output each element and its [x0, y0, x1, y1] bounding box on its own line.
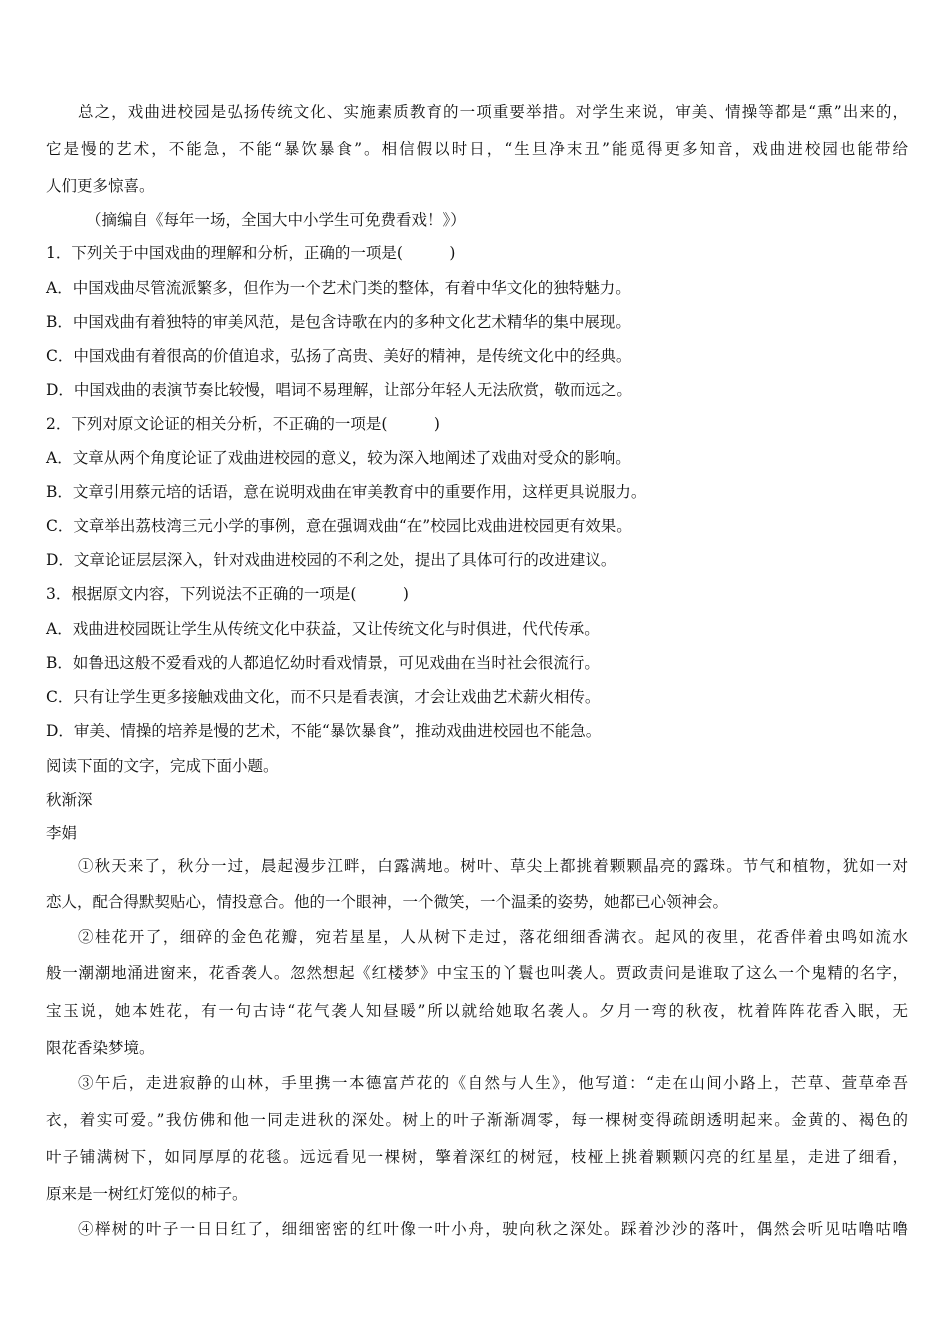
question-3-option-b: B．如鲁迅这般不爱看戏的人都追忆幼时看戏情景，可见戏曲在当时社会很流行。 — [46, 654, 600, 672]
conclusion-line-3: 人们更多惊喜。 — [46, 177, 155, 195]
question-1-option-a: A．中国戏曲尽管流派繁多，但作为一个艺术门类的整体，有着中华文化的独特魅力。 — [46, 279, 631, 297]
question-1-option-b: B．中国戏曲有着独特的审美风范，是包含诗歌在内的多种文化艺术精华的集中展现。 — [46, 313, 631, 331]
reading-prompt: 阅读下面的文字，完成下面小题。 — [46, 757, 279, 775]
paragraph-3-line-4: 原来是一树红灯笼似的柿子。 — [46, 1185, 248, 1203]
question-2-option-c: C．文章举出荔枝湾三元小学的事例，意在强调戏曲“在”校园比戏曲进校园更有效果。 — [46, 517, 632, 535]
paragraph-2-line-2: 般一潮潮地涌进窗来，花香袭人。忽然想起《红楼梦》中宝玉的丫鬟也叫袭人。贾政责问是谁取了这么一个鬼精的名字， — [46, 964, 908, 982]
paragraph-2-line-4: 限花香染梦境。 — [46, 1039, 155, 1057]
paragraph-3-line-2: 衣，着实可爱。”我仿佛和他一同走进秋的深处。树上的叶子渐渐凋零，每一棵树变得疏朗透明起来。金黄的、褐色的 — [46, 1111, 908, 1129]
question-1-stem: 1．下列关于中国戏曲的理解和分析，正确的一项是( ) — [46, 244, 456, 262]
question-3-stem: 3．根据原文内容，下列说法不正确的一项是( ) — [46, 585, 409, 603]
paragraph-1-line-2: 恋人，配合得默契贴心，情投意合。他的一个眼神，一个微笑，一个温柔的姿势，她都已心领神会。 — [46, 893, 729, 911]
article-title: 秋渐深 — [46, 791, 93, 809]
conclusion-line-2: 它是慢的艺术，不能急，不能“暴饮暴食”。相信假以时日，“生旦净末丑”能觅得更多知音，戏曲进校园也能带给 — [46, 140, 908, 158]
paragraph-2-line-1: ②桂花开了，细碎的金色花瓣，宛若星星，人从树下走过，落花细细香满衣。起风的夜里，花香伴着虫鸣如流水 — [78, 928, 908, 946]
article-author: 李娟 — [46, 824, 78, 842]
question-1-option-d: D．中国戏曲的表演节奏比较慢，唱词不易理解，让部分年轻人无法欣赏，敬而远之。 — [46, 381, 632, 399]
question-1-option-c: C．中国戏曲有着很高的价值追求，弘扬了高贵、美好的精神，是传统文化中的经典。 — [46, 347, 632, 365]
question-2-option-b: B．文章引用蔡元培的话语，意在说明戏曲在审美教育中的重要作用，这样更具说服力。 — [46, 483, 647, 501]
paragraph-2-line-3: 宝玉说，她本姓花，有一句古诗“花气袭人知昼暖”所以就给她取名袭人。夕月一弯的秋夜，枕着阵阵花香入眠，无 — [46, 1002, 908, 1020]
paragraph-3-line-1: ③午后，走进寂静的山林，手里携一本德富芦花的《自然与人生》，他写道：“走在山间小路上，芒草、萱草牵吾 — [78, 1074, 908, 1092]
question-2-option-a: A．文章从两个角度论证了戏曲进校园的意义，较为深入地阐述了戏曲对受众的影响。 — [46, 449, 631, 467]
question-2-stem: 2．下列对原文论证的相关分析，不正确的一项是( ) — [46, 415, 440, 433]
source-note: （摘编自《每年一场，全国大中小学生可免费看戏！》） — [86, 211, 466, 229]
conclusion-line-1: 总之，戏曲进校园是弘扬传统文化、实施素质教育的一项重要举措。对学生来说，审美、情操等都是“熏”出来的， — [78, 103, 908, 121]
question-3-option-c: C．只有让学生更多接触戏曲文化，而不只是看表演，才会让戏曲艺术薪火相传。 — [46, 688, 601, 706]
paragraph-3-line-3: 叶子铺满树下，如同厚厚的花毯。远远看见一棵树，擎着深红的树冠，枝桠上挑着颗颗闪亮的红星星，走进了细看， — [46, 1148, 908, 1166]
question-3-option-a: A．戏曲进校园既让学生从传统文化中获益，又让传统文化与时俱进，代代传承。 — [46, 620, 600, 638]
question-3-option-d: D．审美、情操的培养是慢的艺术，不能“暴饮暴食”，推动戏曲进校园也不能急。 — [46, 722, 602, 740]
paragraph-1-line-1: ①秋天来了，秋分一过，晨起漫步江畔，白露满地。树叶、草尖上都挑着颗颗晶亮的露珠。节气和植物，犹如一对 — [78, 857, 908, 875]
question-2-option-d: D．文章论证层层深入，针对戏曲进校园的不利之处，提出了具体可行的改进建议。 — [46, 551, 617, 569]
paragraph-4-line-1: ④榉树的叶子一日日红了，细细密密的红叶像一叶小舟，驶向秋之深处。踩着沙沙的落叶，偶然会听见咕噜咕噜 — [78, 1220, 908, 1238]
